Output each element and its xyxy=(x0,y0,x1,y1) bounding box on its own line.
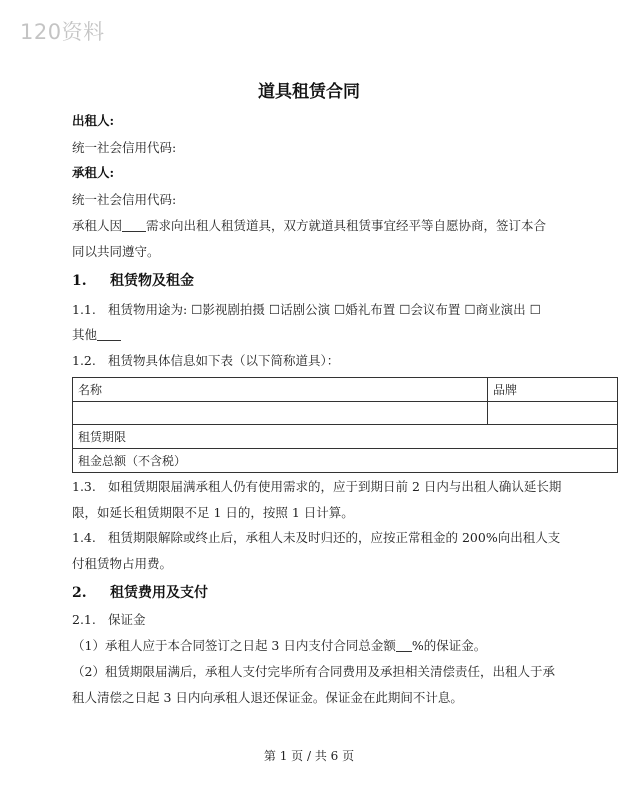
purpose-blank xyxy=(122,219,146,232)
lessee-label: 承租人: xyxy=(72,165,115,180)
clause-1-4-line2: 付租赁物占用费。 xyxy=(72,556,173,571)
clause-1-1-text: 租赁物用途为: ☐影视剧拍摄 ☐话剧公演 ☐婚礼布置 ☐会议布置 ☐商业演出 ☐ xyxy=(108,302,541,317)
table-row xyxy=(73,378,618,402)
clause-1-3 xyxy=(72,479,561,495)
rental-item-table xyxy=(72,377,618,473)
section-2-title: 租赁费用及支付 xyxy=(110,585,208,601)
intro-text-1: 承租人因 xyxy=(72,218,123,233)
table-row xyxy=(73,402,618,425)
intro-paragraph xyxy=(72,218,546,234)
clause-1-1 xyxy=(72,302,541,318)
intro-paragraph-line2: 同以共同遵守。 xyxy=(72,244,160,259)
clause-1-2-number: 1.2. xyxy=(72,353,96,368)
clause-1-3-line2: 限，如延长租赁期限不足 1 日的，按照 1 日计算。 xyxy=(72,505,354,520)
clause-2-1-a xyxy=(72,638,486,654)
clause-2-1-a-text-2: %的保证金。 xyxy=(411,638,487,653)
table-rent-total: 租金总额（不含税） xyxy=(73,449,618,473)
clause-2-1 xyxy=(72,612,146,628)
clause-2-1-a-text-1: （1）承租人应于本合同签订之日起 3 日内支付合同总金额 xyxy=(72,638,396,653)
other-use-blank xyxy=(97,328,121,341)
clause-1-3-text: 如租赁期限届满承租人仍有使用需求的，应于到期日前 2 日内与出租人确认延长期 xyxy=(108,479,562,494)
clause-2-1-text: 保证金 xyxy=(108,612,146,627)
document-title: 道具租赁合同 xyxy=(258,82,360,102)
clause-1-1-number: 1.1. xyxy=(72,302,96,317)
clause-2-1-number: 2.1. xyxy=(72,612,96,627)
lessor-credit-code-label: 统一社会信用代码: xyxy=(72,140,177,155)
clause-1-3-number: 1.3. xyxy=(72,479,96,494)
section-1-heading xyxy=(72,270,194,290)
section-2-number: 2. xyxy=(72,585,87,601)
lessor-label: 出租人: xyxy=(72,113,115,128)
table-cell-brand xyxy=(488,402,618,425)
clause-1-2-text: 租赁物具体信息如下表（以下简称道具）： xyxy=(108,353,340,368)
deposit-percent-blank xyxy=(396,639,412,652)
clause-1-4 xyxy=(72,530,560,546)
clause-2-1-b: （2）租赁期限届满后，承租人支付完毕所有合同费用及承担相关清偿责任，出租人于承 xyxy=(72,664,555,679)
clause-2-1-b-line2: 租人清偿之日起 3 日内向承租人退还保证金。保证金在此期间不计息。 xyxy=(72,690,463,705)
table-row xyxy=(73,425,618,449)
page-footer: 第 1 页 / 共 6 页 xyxy=(263,749,355,763)
clause-1-4-text: 租赁期限解除或终止后，承租人未及时归还的，应按正常租金的 200%向出租人支 xyxy=(108,530,561,545)
section-2-heading xyxy=(72,582,208,602)
clause-1-2 xyxy=(72,353,339,369)
clause-1-1-line2 xyxy=(72,327,121,343)
table-rent-period: 租赁期限 xyxy=(73,425,618,449)
table-header-name: 名称 xyxy=(73,378,488,402)
intro-text-2: 需求向出租人租赁道具，双方就道具租赁事宜经平等自愿协商，签订本合 xyxy=(146,218,547,233)
table-header-brand: 品牌 xyxy=(488,378,618,402)
table-cell-name xyxy=(73,402,488,425)
section-1-title: 租赁物及租金 xyxy=(110,273,194,289)
clause-1-4-number: 1.4. xyxy=(72,530,96,545)
lessee-credit-code-label: 统一社会信用代码: xyxy=(72,192,177,207)
watermark: 120资料 xyxy=(20,20,105,44)
table-row xyxy=(73,449,618,473)
section-1-number: 1. xyxy=(72,273,87,289)
clause-1-1-other: 其他 xyxy=(72,327,98,342)
